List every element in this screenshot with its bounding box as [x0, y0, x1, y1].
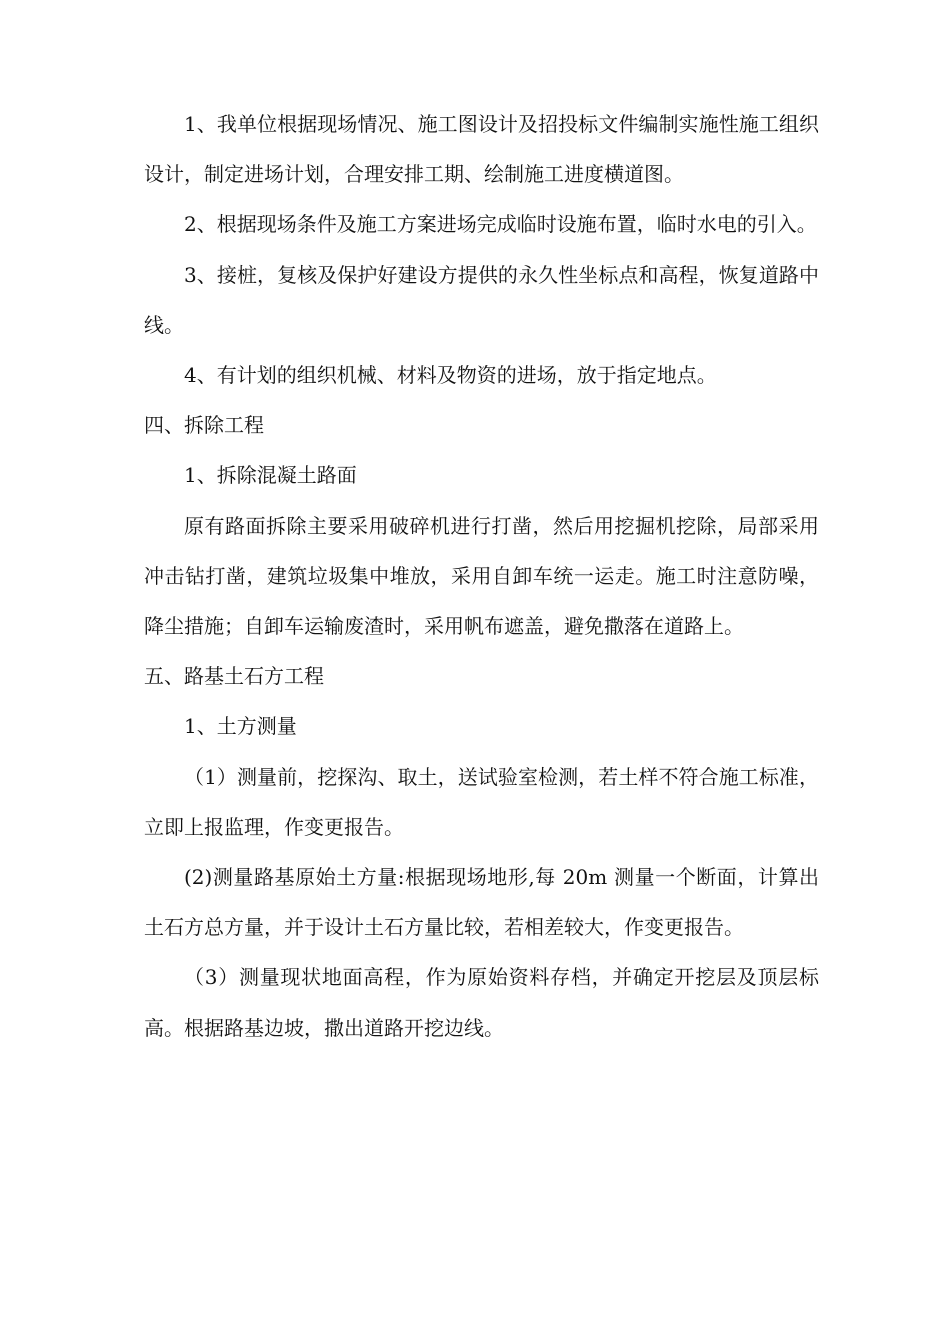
subheading-earth-survey: 1、土方测量: [184, 714, 297, 739]
document-body: [144, 99, 819, 1053]
paragraph-demolition-method: 原有路面拆除主要采用破碎机进行打凿，然后用挖掘机挖除，局部采用冲击钻打凿，建筑垃圾集中堆放，采用自卸车统一运走。施工时注意防噪，降尘措施；自卸车运输废渣时，采用帆布遮盖，避免撒落在道路上。: [144, 513, 819, 639]
subheading-demolish-concrete: 1、拆除混凝土路面: [184, 463, 357, 488]
paragraph-prep-item-3: 3、接桩，复核及保护好建设方提供的永久性坐标点和高程，恢复道路中线。: [144, 262, 819, 337]
paragraph-survey-step-1: （1）测量前，挖探沟、取土，送试验室检测，若土样不符合施工标准，立即上报监理，作变更报告。: [144, 764, 819, 839]
section-heading-demolition: 四、拆除工程: [144, 413, 264, 438]
section-heading-earthwork: 五、路基土石方工程: [144, 664, 324, 689]
paragraph-survey-step-3: （3）测量现状地面高程，作为原始资料存档，并确定开挖层及顶层标高。根据路基边坡，撒出道路开挖边线。: [144, 965, 819, 1040]
paragraph-survey-step-2: (2)测量路基原始土方量:根据现场地形,每 20m 测量一个断面，计算出土石方总方量，并于设计土石方量比较，若相差较大，作变更报告。: [144, 865, 819, 940]
paragraph-prep-item-1: 1、我单位根据现场情况、施工图设计及招投标文件编制实施性施工组织设计，制定进场计划，合理安排工期、绘制施工进度横道图。: [144, 112, 819, 187]
paragraph-prep-item-4: 4、有计划的组织机械、材料及物资的进场，放于指定地点。: [184, 363, 717, 388]
paragraph-prep-item-2: 2、根据现场条件及施工方案进场完成临时设施布置，临时水电的引入。: [184, 212, 817, 237]
